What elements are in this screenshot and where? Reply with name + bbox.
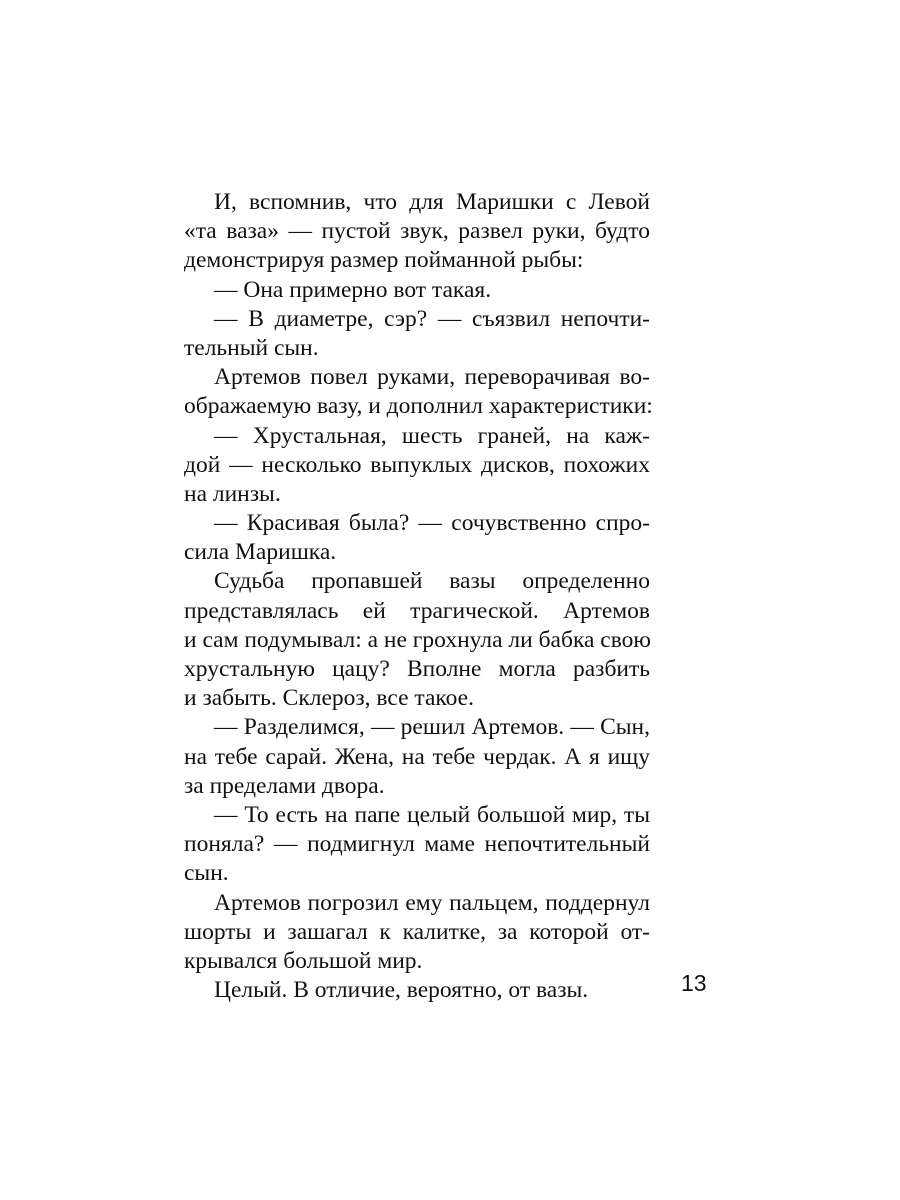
text-line: и забыть. Склероз, все такое.	[184, 685, 474, 712]
text-line: тельный сын.	[184, 334, 319, 361]
page-number: 13	[681, 970, 707, 996]
text-line: Судьба пропавшей вазы определенно	[214, 568, 650, 595]
text-line: — Она примерно вот такая.	[214, 276, 492, 303]
text-line: крывался большой мир.	[184, 947, 423, 974]
text-line: Целый. В отличие, вероятно, от вазы.	[214, 977, 589, 1004]
text-line: ображаемую вазу, и дополнил характеристики:	[184, 393, 653, 420]
text-line: Артемов погрозил ему пальцем, поддернул	[214, 889, 650, 916]
text-line: — В диаметре, сэр? — съязвил непочти-	[214, 305, 650, 332]
text-line: Артемов повел руками, переворачивая во-	[214, 364, 650, 391]
text-line: И, вспомнив, что для Маришки с Левой	[214, 189, 650, 215]
text-line: поняла? — подмигнул маме непочтительный	[184, 831, 650, 858]
text-line: сила Маришка.	[184, 539, 337, 566]
text-line: за пределами двора.	[184, 772, 385, 799]
text-line: «та ваза» — пустой звук, развел руки, будто	[184, 218, 650, 245]
text-line: хрустальную цацу? Вполне могла разбить	[184, 656, 650, 682]
text-line: и сам подумывал: а не грохнула ли бабка свою	[184, 626, 651, 653]
text-line: представлялась ей трагической. Артемов	[184, 597, 650, 624]
text-line: — Разделимся, — решил Артемов. — Сын,	[214, 714, 650, 741]
text-line: — То есть на папе целый большой мир, ты	[214, 801, 650, 828]
text-line: на тебе сарай. Жена, на тебе чердак. А я ищу	[184, 743, 650, 770]
body-text	[184, 188, 653, 1005]
text-line: шорты и зашагал к калитке, за которой от-	[184, 918, 650, 945]
text-line: на линзы.	[184, 480, 281, 507]
text-line: сын.	[184, 860, 229, 887]
text-line: дой — несколько выпуклых дисков, похожих	[184, 451, 650, 478]
text-line: — Красивая была? — сочувственно спро-	[214, 510, 650, 537]
text-line: демонстрируя размер пойманной рыбы:	[184, 247, 584, 274]
text-line: — Хрустальная, шесть граней, на каж-	[214, 422, 650, 449]
